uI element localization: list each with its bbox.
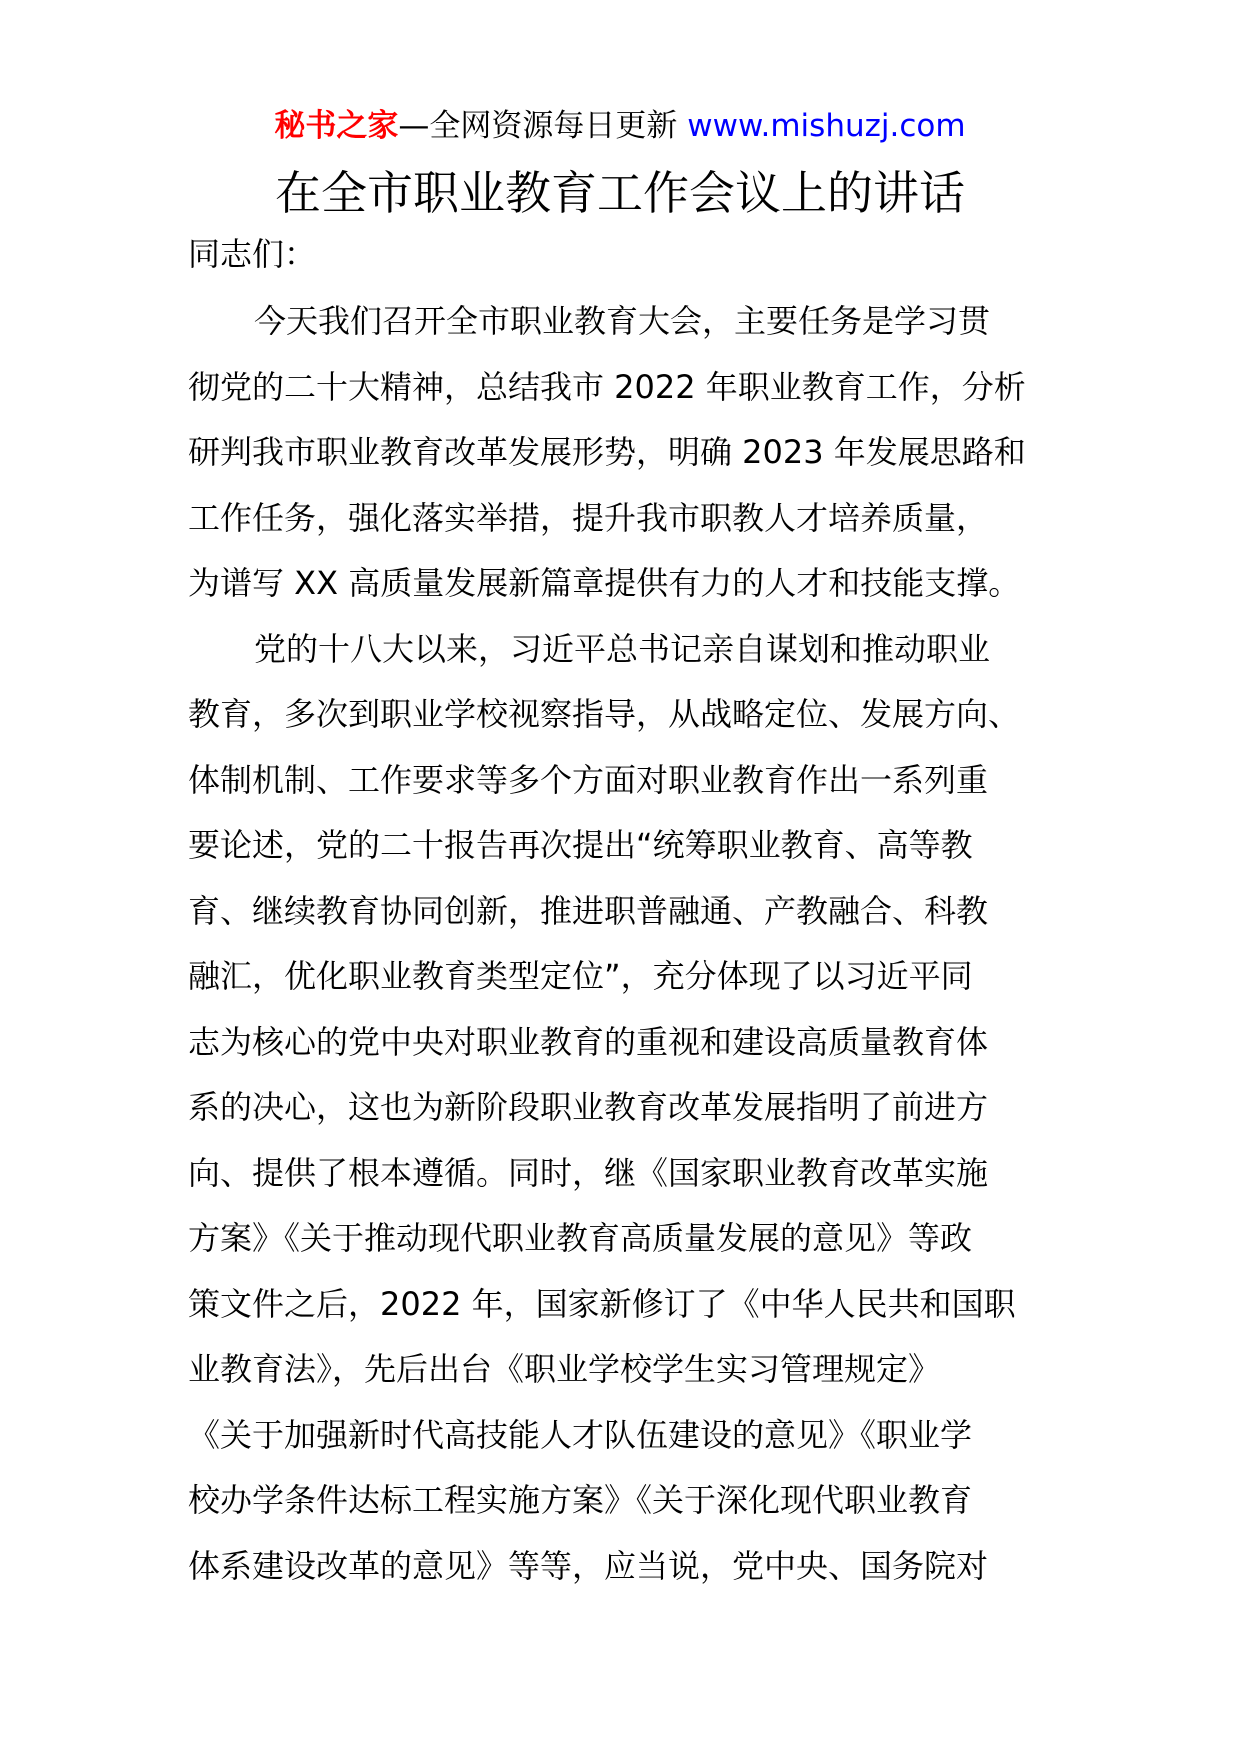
body-line: 向、提供了根本遵循。同时，继《国家职业教育改革实施: [188, 1153, 989, 1192]
body-line: 志为核心的党中央对职业教育的重视和建设高质量教育体: [188, 1022, 989, 1061]
site-url-link[interactable]: www.mishuzj.com: [687, 108, 966, 144]
body-line: 《关于加强新时代高技能人才队伍建设的意见》《职业学: [188, 1415, 973, 1454]
body-line: 系的决心，这也为新阶段职业教育改革发展指明了前进方: [188, 1088, 989, 1126]
body-line: 要论述，党的二十报告再次提出“统筹职业教育、高等教: [188, 826, 973, 864]
body-line: 体系建设改革的意见》等等，应当说，党中央、国务院对: [188, 1546, 989, 1585]
body-line: 育、继续教育协同创新，推进职普融通、产教融合、科教: [188, 891, 989, 930]
site-tagline: —全网资源每日更新: [398, 108, 688, 144]
site-brand: 秘书之家: [274, 108, 399, 144]
body-line: 校办学条件达标工程实施方案》《关于深化现代职业教育: [188, 1481, 973, 1519]
document-title: 在全市职业教育工作会议上的讲话: [275, 166, 965, 220]
body-line: 工作任务，强化落实举措，提升我市职教人才培养质量，: [188, 498, 989, 537]
greeting: 同志们：: [188, 235, 317, 273]
body-line: 业教育法》，先后出台《职业学校学生实习管理规定》: [188, 1350, 941, 1388]
body-line: 党的十八大以来，习近平总书记亲自谋划和推动职业: [254, 629, 991, 668]
document-body: [188, 289, 1068, 1599]
body-line: 今天我们召开全市职业教育大会，主要任务是学习贯: [254, 302, 991, 340]
body-line: 教育，多次到职业学校视察指导，从战略定位、发展方向、: [188, 695, 1021, 733]
body-line: 融汇，优化职业教育类型定位”，充分体现了以习近平同: [188, 957, 973, 995]
site-header: [0, 104, 1240, 148]
body-line: 研判我市职业教育改革发展形势，明确 2023 年发展思路和: [188, 433, 1026, 471]
body-line: 策文件之后，2022 年，国家新修订了《中华人民共和国职: [188, 1284, 1016, 1323]
body-line: 方案》《关于推动现代职业教育高质量发展的意见》等政: [188, 1219, 973, 1257]
body-line: 体制机制、工作要求等多个方面对职业教育作出一系列重: [188, 760, 989, 799]
body-line: 为谱写 XX 高质量发展新篇章提供有力的人才和技能支撑。: [188, 564, 1021, 602]
body-line: 彻党的二十大精神，总结我市 2022 年职业教育工作，分析: [188, 367, 1026, 406]
